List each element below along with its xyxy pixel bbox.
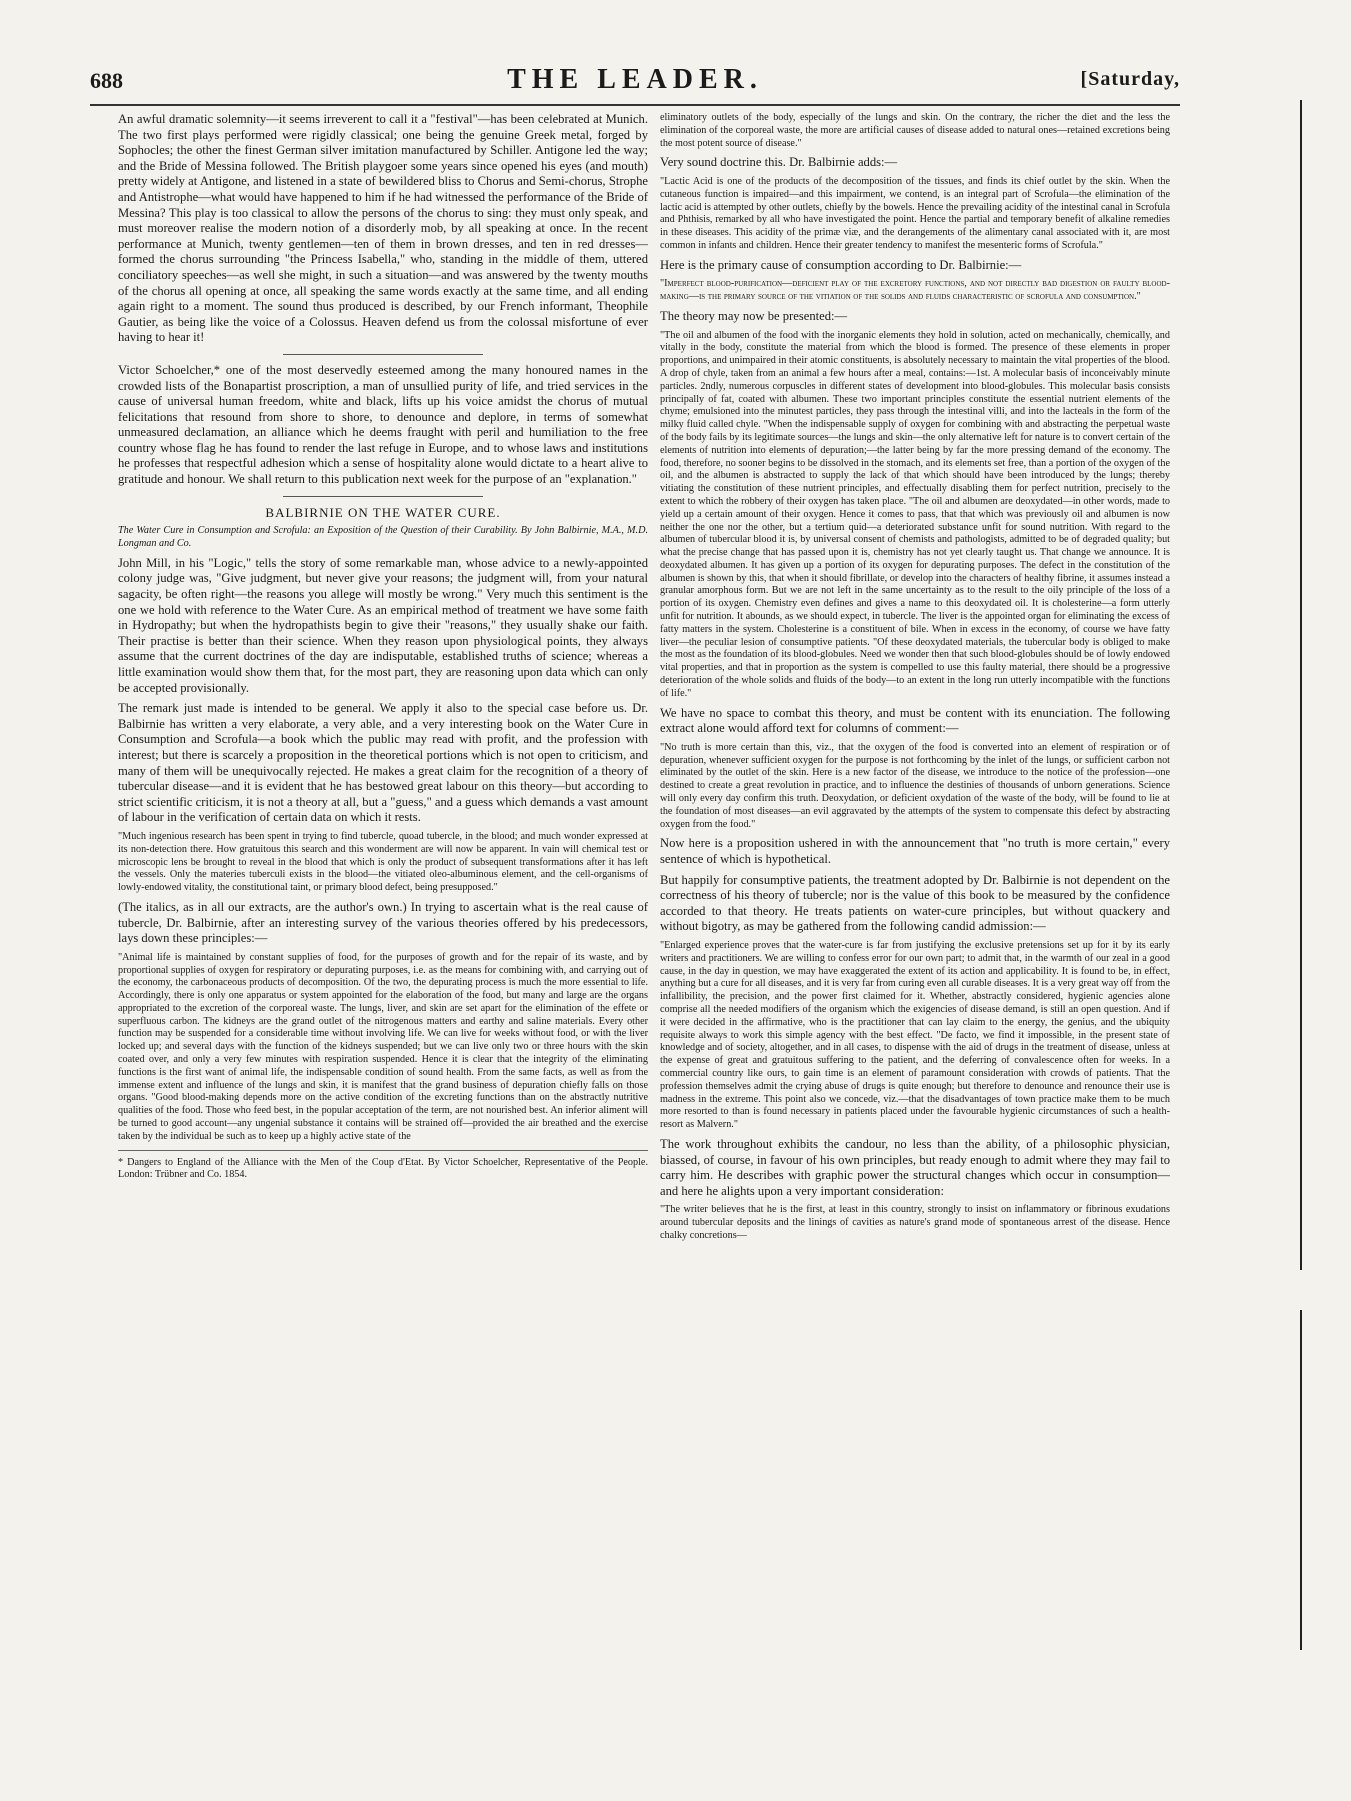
quotation: "Imperfect blood-purification—deficient play of the excretory functions, and not directly bad digestion or faulty blood-making—is the primary source of the vitiation of the solids and fluids characteristic of scrofula and consumption." bbox=[660, 278, 1170, 303]
body-paragraph: We have no space to combat this theory, and must be content with its enunciation. The following extract alone would afford text for columns of comment:— bbox=[660, 705, 1170, 736]
article-heading: BALBIRNIE ON THE WATER CURE. bbox=[265, 504, 501, 520]
quotation: "The writer believes that he is the first, at least in this country, strongly to insist on inflammatory or fibrinous exudations around tubercular deposits and the linings of cavities as nature's grand mode of spontaneous arrest of the disease. Hence chalky concretions— bbox=[660, 1204, 1170, 1241]
header-rule bbox=[90, 104, 1180, 106]
quotation: "The oil and albumen of the food with the inorganic elements they hold in solution, acted on mechanically, chemically, and vitally in the body, constitute the material from which the blood is formed. The presence of these elements in proper proportions, and unimpaired in their atomic constituents, is absolutely necessary to maintain the vital properties of the blood. A drop of chyle, taken from an animal a few hours after a meal, contains:—1st. A molecular basis of inconceivably minute particles. 2ndly, numerous corpuscles in different states of development into blood-globules. This molecular basis consists principally of fat, coated with albumen. These two important principles constitute the essential nutrient elements of the chyme; emulsioned into the minutest particles, they pass through the intestinal villi, and into the lacteals in the form of the milky fluid called chyle. "When the indispensable supply of oxygen for combining with and abstracting the perpetual waste of the body fails by its legitimate sources—the lungs and skin—the only alternative left for nature is to convert certain of the elements of nutrition into elements of depuration;—the latter being by far the more pressing demand of the economy. The food, therefore, no sooner begins to be dissolved in the stomach, and its elements set free, than a portion of the oxygen of the oil, and the albumen is abstracted to supply the lack of that which should have been introduced by the lungs; thereby vitiating the constitution of these nutrient principles, and effectually disabling them for perfect nutrition, precisely to the extent to which the robbery of their oxygen has taken place. "The oil and albumen are deoxydated—in other words, made to yield up a certain amount of their oxygen. Hence it comes to pass, that that which was previously oil and albumen is now neither the one nor the other, but a tertium quid—a deteriorated substance unfit for sound nutrition. With regard to the albumen of tubercular blood it is, by universal consent of chemists and pathologists, admitted to be of degraded quality; but what the precise change that has passed upon it is, chemistry has not yet clearly taught us. That change we announce. It is deoxydated albumen. It has given up a portion of its oxygen for depurating purposes. The defect in the constitution of the albumen is shown by this, that when it should fibrillate, or develop into the characters of healthy fibrine, it assumes instead a granular amorphous form. But we are not left in the same uncertainty as to the result to the oily principle of the loss of a portion of its oxygen. Chemistry even defines and gives a name to this deoxydated oil. It is cholesterine—a form utterly unfit for nutrition. It abounds, as we should expect, in tubercle. The liver is the appointed organ for eliminating the excess of fatty matters in the system. Cholesterine is a constituent of bile. When in excess in the economy, of course we have fatty liver—the peculiar lesion of consumptive patients. "Of these deoxydated materials, the tubercular body is obliged to make the most as the foundation of its blood-globules. Need we wonder then that such blood-globules should be of lowly endowed vital properties, and that in proportion as the system is compelled to use this faulty material, there should be a progressive deterioration of the whole solids and fluids of the body—to an extent in the long run utterly incompatible with the functions of life." bbox=[660, 329, 1170, 699]
quotation: "Much ingenious research has been spent in trying to find tubercle, quoad tubercle, in the blood; and much wonder expressed at its non-detection there. How gratuitous this search and this wonderment are will now be apparent. In vain will chemical test or microscopic lens be brought to reveal in the blood that which is only the product of subsequent transformations after it has left the vessels. Only the materies tuberculi exists in the blood—the vitiated oleo-albuminous element, and the cell-organisms of lowly-endowed vitality, the constitutional taint, or primary blood defect, being presupposed." bbox=[118, 830, 648, 894]
binding-edge bbox=[1300, 1310, 1302, 1650]
footnote-rule bbox=[118, 1150, 648, 1151]
binding-edge bbox=[1300, 100, 1302, 1270]
section-divider bbox=[283, 354, 483, 355]
body-paragraph: John Mill, in his "Logic," tells the story of some remarkable man, whose advice to a newly-appointed colony judge was, "Give judgment, but never give your reasons; the judgment will, from your natural sagacity, be often right—the reasons you allege will mostly be wrong." Very much this sentiment is the one we hold with reference to the Water Cure. As an empirical method of treatment we have some faith in Hydropathy; but when the hydropathists begin to give their "reasons," they usually shake our faith. Their practise is better than their science. When they reason upon physiological points, they always assume that the current doctrines of the day are indisputable, established truths of science; whereas a little examination would show them that, for the most part, they are reasoning upon data which can only be accepted provisionally. bbox=[118, 555, 648, 695]
body-paragraph: The theory may now be presented:— bbox=[660, 308, 848, 323]
footnote: * Dangers to England of the Alliance with the Men of the Coup d'Etat. By Victor Schoelcher, Representative of the People. London: Trübner and Co. 1854. bbox=[118, 1156, 648, 1181]
body-paragraph: Now here is a proposition ushered in with the announcement that "no truth is more certain," every sentence of which is hypothetical. bbox=[660, 836, 1170, 867]
section-divider bbox=[283, 496, 483, 497]
quotation: "Lactic Acid is one of the products of the decomposition of the tissues, and finds its chief outlet by the skin. When the cutaneous function is impaired—and this impairment, we contend, is an integral part of Scrofula—the elimination of the lactic acid is attempted by other outlets, chiefly by the bowels. Hence the prevailing acidity of the intestinal canal in Scrofula and Phthisis, remarked by all who have investigated the point. Hence the partial and temporary benefit of alkaline remedies in these diseases. This acidity of the primæ viæ, and the derangements of the alimentary canal associated with it, are most common in infants and children. Hence their greater tendency to manifest the mesenteric forms of Scrofula." bbox=[660, 175, 1170, 251]
body-paragraph: The remark just made is intended to be general. We apply it also to the special case before us. Dr. Balbirnie has written a very elaborate, a very able, and a very interesting book on the Water Cure in Consumption and Scrofula—a book which the public may read with profit, and the profession with interest; but there is scarcely a proposition in the theoretical portions which is not open to criticism, and many of them will be unequivocally rejected. He makes a great claim for the recognition of a theory of tubercular disease—and it is evident that he has bestowed great labour on this theory—but according to strict scientific criticism, it is not a theory at all, but a "guess," and a guess which demands a vast amount of labour in the verification of certain data on which it rests. bbox=[118, 701, 648, 825]
quotation: "Animal life is maintained by constant supplies of food, for the purposes of growth and for the repair of its waste, and by proportional supplies of oxygen for respiratory or depurating purposes, i.e. as the means for combining with, and carrying out of the economy, the carbonaceous products of decomposition. Of the two, the depurating process is much the more essential to life. Accordingly, there is only one apparatus or system appointed for the elaboration of the food, but many and large are the organs appropriated to the excretion of the corporeal waste. The lungs, liver, and skin are set apart for the elimination of the effete or superfluous carbon. The kidneys are the grand outlet of the nitrogenous matters and earthy and saline materials. Every other function may be suspended for a considerable time without involving life. We can live for weeks without food, or with the liver locked up; and several days with the function of the kidneys suspended; but we can live only two or three hours with the skin coated over, and only a very few minutes with respiration suspended. Hence it is clear that the integrity of the eliminating functions is the first want of animal life, the indispensable condition of sound health. From the same facts, as well as from the immense extent and influence of the lungs and skin, it is manifest that the grand business of depuration chiefly falls on those organs. "Good blood-making depends more on the active condition of the excreting functions than on the abstractly nutritive qualities of the food. Those who feed best, in the popular acceptation of the term, are not nourished best. An inferior aliment will be turned to good account—any ungenial substance it contains will be strained off—provided the air breathed and the exercise taken by the individual be such as to keep up a highly active state of the bbox=[118, 951, 648, 1142]
quotation: "No truth is more certain than this, viz., that the oxygen of the food is converted into an element of respiration or of depuration, whenever sufficient oxygen for the purpose is not forthcoming by the inlet of the lungs, or sufficient carbon not eliminated by the outlet of the skin. Here is a new factor of the disease, we introduce to the notice of the profession—one destined to create a great revolution in practice, and to influence the destinies of thousands of unborn generations. Science will only every day confirm this truth. Deoxydation, or deficient oxydation of the waste of the body, will be found to lie at the foundation of most diseases—an evil aggravated by the attempts of the system to compensate this defect by abstracting oxygen from the food." bbox=[660, 741, 1170, 830]
munich-paragraph: An awful dramatic solemnity—it seems irreverent to call it a "festival"—has been celebrated at Munich. The two first plays performed were rigidly classical; one being the genuine Greek metal, forged by Sophocles; the other the finest German silver imitation manufactured by Schiller. Antigone led the way; and the Bride of Messina followed. The British playgoer some years since opened his eyes (and mouth) pretty widely at Antigone, and listened in a state of bewildered bliss to Chorus and Semi-chorus, Strophe and Antistrophe—what would have happened to him if he had witnessed the performance of the Bride of Messina? This play is too classical to allow the persons of the chorus to sing: they must only speak, and must moreover realise the modern notion of a disorderly mob, by all speaking at once. In the recent performance at Munich, twenty gentlemen—ten of them in brown dresses, and ten in red dresses—formed the chorus surrounding "the Princess Isabella," who, standing in the middle of them, uttered conciliatory speeches—as well she might, in such a situation—and was answered by the twenty mouths of the chorus all opening at once, all speaking the same words exactly at the same time, and all ending again right to a moment. The sound thus produced is described, by our French informant, Theophile Gautier, as being like the voice of a Colossus. Heaven defend us from the colossal misfortune of ever having to hear it! bbox=[118, 112, 648, 345]
body-paragraph: Very sound doctrine this. Dr. Balbirnie adds:— bbox=[660, 155, 898, 170]
right-column bbox=[660, 112, 1170, 1722]
quotation: eliminatory outlets of the body, especially of the lungs and skin. On the contrary, the richer the diet and the less the elimination of the corporeal waste, the more are artificial causes of disease added to natural ones—retained excretions being the most potent source of disease." bbox=[660, 112, 1170, 149]
body-paragraph: The work throughout exhibits the candour, no less than the ability, of a philosophic physician, biassed, of course, in favour of his own principles, but ready enough to admit where they may fail to carry him. He describes with graphic power the structural changes which occur in consumption—and here he alights upon a very important consideration: bbox=[660, 1136, 1170, 1198]
body-paragraph: But happily for consumptive patients, the treatment adopted by Dr. Balbirnie is not dependent on the correctness of his theory of tubercle; nor is the value of this book to be measured by the confidence accorded to that theory. He treats patients on water-cure principles, but without quackery and without bigotry, as may be gathered from the following candid admission:— bbox=[660, 872, 1170, 934]
masthead-title: THE LEADER. bbox=[507, 64, 763, 95]
issue-day: [Saturday, bbox=[1080, 68, 1180, 90]
page-number: 688 bbox=[90, 68, 123, 93]
page-header bbox=[90, 60, 1180, 104]
left-column bbox=[118, 112, 648, 1722]
quotation: "Enlarged experience proves that the water-cure is far from justifying the exclusive pretensions set up for it by its early writers and practitioners. We are willing to confess error for our own part; to admit that, in the warmth of our zeal in a good cause, in the day in question, we may have exaggerated the extent of its action and applicability. It is found to be, in effect, anything but a cure for all diseases, and it is very far from curing even all curable diseases. It is a very great way off from the infallibility, the precision, and the power first claimed for it. Whether, abstractly considered, hygienic agencies alone comprise all the needed modifiers of the organism which the exigencies of disease demand, is still an open question. And if it were decided in the affirmative, who is the practitioner that can lay claim to the energy, the genius, and the ubiquity requisite always to work this simple agency with the best effect. "De facto, we find it impossible, in the present state of knowledge and of society, altogether, and in all cases, to dispense with the aid of drugs in the treatment of disease, unless at the expense of great and gratuitous suffering to the patient, and the deferring of convalescence often for weeks. In a commercial country like ours, to gain time is an element of paramount consideration with crowds of patients. That the profession themselves admit the crying abuse of drugs is quite enough; but therefore to denounce and renounce their use is madness in the extreme. This point also we concede, viz.—that the disadvantages of town practice make them to be much more resorted to than is found necessary in patients placed under the favourable hygienic circumstances of such a health-resort as Malvern." bbox=[660, 939, 1170, 1131]
book-citation: The Water Cure in Consumption and Scrofula: an Exposition of the Question of their Curability. By John Balbirnie, M.A., M.D. Longman and Co. bbox=[118, 525, 648, 550]
body-paragraph: (The italics, as in all our extracts, are the author's own.) In trying to ascertain what is the real cause of tubercle, Dr. Balbirnie, after an interesting survey of the various theories offered by his predecessors, lays down these principles:— bbox=[118, 899, 648, 946]
body-paragraph: Here is the primary cause of consumption according to Dr. Balbirnie:— bbox=[660, 257, 1022, 272]
schoelcher-paragraph: Victor Schoelcher,* one of the most deservedly esteemed among the many honoured names in the crowded lists of the Bonapartist proscription, a man of unsullied purity of life, and tried services in the cause of universal human freedom, white and black, lifts up his voice amidst the chorus of mutual felicitations that resound from shore to shore, to denounce and deplore, in terms of somewhat unmeasured declamation, an alliance which he deems fraught with peril and humiliation to the free country whose flag he has found to render the last refuge in Europe, and to whose laws and institutions he professes that respectful adhesion which a sense of hospitality alone would dictate to a heart alive to gratitude and honour. We shall return to this publication next week for the purpose of an "explanation." bbox=[118, 362, 648, 487]
